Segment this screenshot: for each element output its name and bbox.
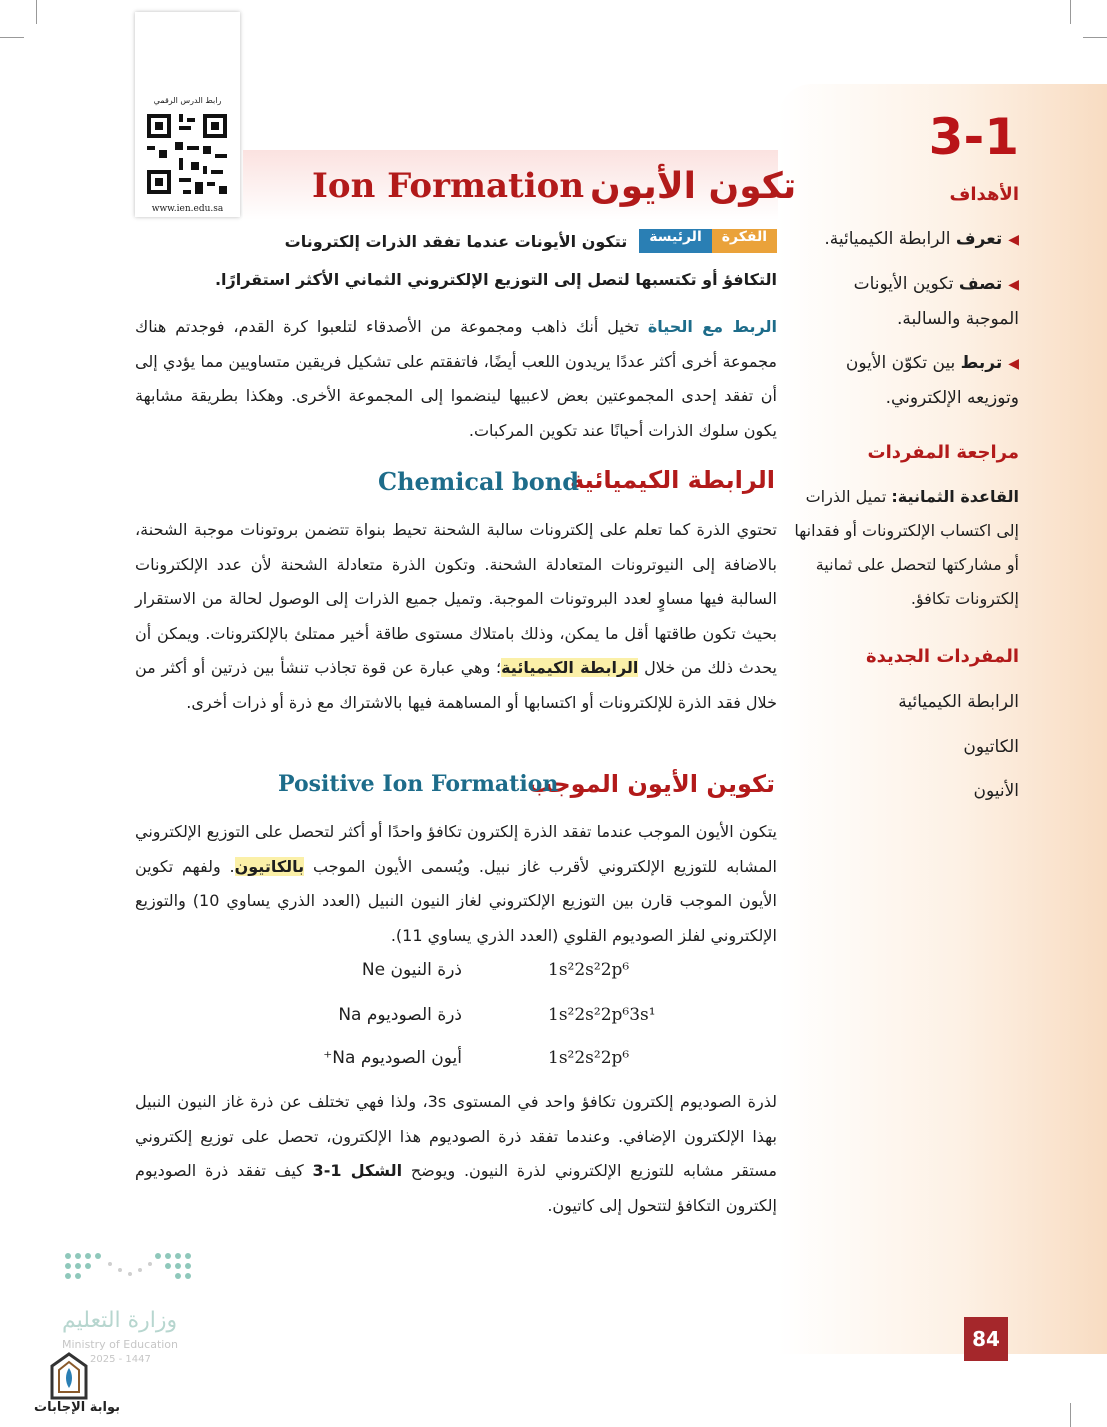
bullet-icon: ◀	[1008, 277, 1019, 293]
positive-ion-heading-ar: تكوين الأيون الموجب	[527, 770, 775, 798]
qr-code-icon[interactable]	[143, 110, 231, 198]
new-vocab-heading: المفردات الجديدة	[866, 646, 1019, 667]
chemical-bond-heading-en: Chemical bond	[378, 467, 579, 496]
config-value: 1s²2s²2p⁶	[548, 1048, 630, 1068]
watermark-text: بوابة الإجابات	[34, 1400, 120, 1415]
crop-mark	[1070, 1403, 1071, 1427]
config-value: 1s²2s²2p⁶3s¹	[548, 1005, 656, 1025]
chapter-number: 3-1	[928, 108, 1019, 166]
objective-item: ◀تصف تكوين الأيونات الموجبة والسالبة.	[853, 274, 1019, 329]
key-term-highlight: بالكاتيون	[234, 856, 305, 876]
main-idea	[285, 228, 777, 254]
bullet-icon: ◀	[1008, 356, 1019, 372]
positive-ion-paragraph: يتكون الأيون الموجب عندما تفقد الذرة إلكترون تكافؤ واحدًا أو أكثر لتحصل على التوزيع الإلكتروني المشابه للتوزيع الإلكتروني لأقرب غاز نبيل. ويُسمى الأيون الموجب بالكاتيون. ولفهم تكوين الأيون الموجب قارن بين التوزيع الإلكتروني لغاز النيون النبيل (العدد الذري يساوي 10) والتوزيع الإلكتروني لفلز الصوديوم القلوي (العدد الذري يساوي 11).	[135, 822, 777, 945]
positive-ion-heading-en: Positive Ion Formation	[278, 771, 559, 797]
config-label: ذرة الصوديوم Na	[338, 1005, 462, 1025]
objective-item: ◀تعرف الرابطة الكيميائية.	[824, 229, 1019, 249]
qr-title: رابط الدرس الرقمي	[153, 96, 222, 105]
chemical-bond-heading-ar: الرابطة الكيميائية	[570, 466, 775, 494]
vocab-item: الكاتيون	[963, 737, 1019, 757]
crop-mark	[1083, 37, 1107, 38]
review-heading: مراجعة المفردات	[867, 442, 1019, 463]
lesson-title-arabic: تكون الأيون	[590, 166, 797, 207]
sodium-paragraph: لذرة الصوديوم إلكترون تكافؤ واحد في المستوى 3s، ولذا فهي تختلف عن ذرة غاز النيون النبيل بهذا الإلكترون الإضافي. وعندما تفقد ذرة الصوديوم هذا الإلكترون، تحصل على توزيع إلكتروني مستقر مشابه للتوزيع الإلكتروني لذرة النيون. ويوضح الشكل 1-3 كيف تفقد ذرة الصوديوم إلكترون التكافؤ لتتحول إلى كاتيون.	[135, 1092, 778, 1215]
review-definition: القاعدة الثمانية: تميل الذرات إلى اكتساب الإلكترونات أو فقدانها أو مشاركتها لتحصل على ثمانية إلكترونات تكافؤ.	[794, 487, 1019, 608]
figure-reference[interactable]: الشكل 1-3	[312, 1161, 403, 1180]
qr-url: www.ien.edu.sa	[151, 204, 224, 214]
ministry-logo-icon	[62, 1250, 202, 1296]
ministry-year: 2025 - 1447	[90, 1354, 151, 1365]
main-idea-tag: الرئيسة	[639, 229, 711, 253]
main-idea-tag: الفكرة	[712, 229, 777, 253]
vocab-item: الرابطة الكيميائية	[898, 692, 1019, 712]
config-label: أيون الصوديوم Na⁺	[323, 1048, 462, 1068]
config-value: 1s²2s²2p⁶	[548, 960, 630, 980]
main-idea-continuation: التكافؤ أو تكتسبها لتصل إلى التوزيع الإلكتروني الثماني الأكثر استقرارًا.	[214, 270, 777, 289]
lesson-title-english: Ion Formation	[312, 166, 585, 206]
chemical-bond-paragraph: تحتوي الذرة كما تعلم على إلكترونات سالبة الشحنة تحيط بنواة تتضمن بروتونات موجبة الشحنة، بالاضافة إلى النيوترونات المتعادلة الشحنة. وتكون الذرة متعادلة الشحنة لأن عدد الإلكترونات السالبة فيها مساوٍ لعدد البروتونات الموجبة. وتميل جميع الذرات إلى الوصول لحالة من الاستقرار بحيث تكون طاقتها أقل ما يمكن، وذلك بامتلاك مستوى طاقة أخير ممتلئ بالإلكترونات. ويمكن أن يحدث ذلك من خلال الرابطة الكيميائية؛ وهي عبارة عن قوة تجاذب تنشأ بين ذرتين أو أكثر من خلال فقد الذرة للإلكترونات أو اكتسابها أو المساهمة فيها بالاشتراك مع ذرة أو ذرات أخرى.	[135, 520, 777, 712]
crop-mark	[36, 0, 37, 24]
main-idea-text: تتكون الأيونات عندما تفقد الذرات إلكترونات	[284, 231, 628, 251]
qr-card[interactable]	[135, 12, 240, 217]
objectives-heading: الأهداف	[949, 184, 1019, 205]
key-term-highlight: الرابطة الكيميائية	[501, 658, 639, 677]
real-life-lead: الربط مع الحياة	[647, 317, 777, 336]
objective-item: ◀تربط بين تكوّن الأيون وتوزيعه الإلكتروني.	[845, 353, 1019, 408]
ministry-name-arabic: وزارة التعليم	[62, 1308, 178, 1333]
real-life-paragraph: الربط مع الحياة تخيل أنك ذاهب ومجموعة من الأصدقاء لتلعبوا كرة القدم، فوجدتم هناك مجموعة أخرى أكثر عددًا يريدون اللعب أيضًا، فاتفقتم على تشكيل فريقين متساويين مما يؤدي إلى أن تفقد إحدى المجموعتين بعض لاعبيها لينضموا إلى المجموعة الأخرى. وهكذا بطريقة مشابهة يكون سلوك الذرات أحيانًا عند تكوين المركبات.	[135, 317, 777, 440]
watermark-logo-icon	[48, 1352, 90, 1400]
crop-mark	[1070, 0, 1071, 24]
page-number: 84	[964, 1317, 1008, 1361]
crop-mark	[0, 37, 24, 38]
ministry-name-english: Ministry of Education	[62, 1338, 179, 1351]
bullet-icon: ◀	[1008, 232, 1019, 248]
config-label: ذرة النيون Ne	[361, 960, 462, 980]
vocab-item: الأنيون	[973, 781, 1019, 801]
